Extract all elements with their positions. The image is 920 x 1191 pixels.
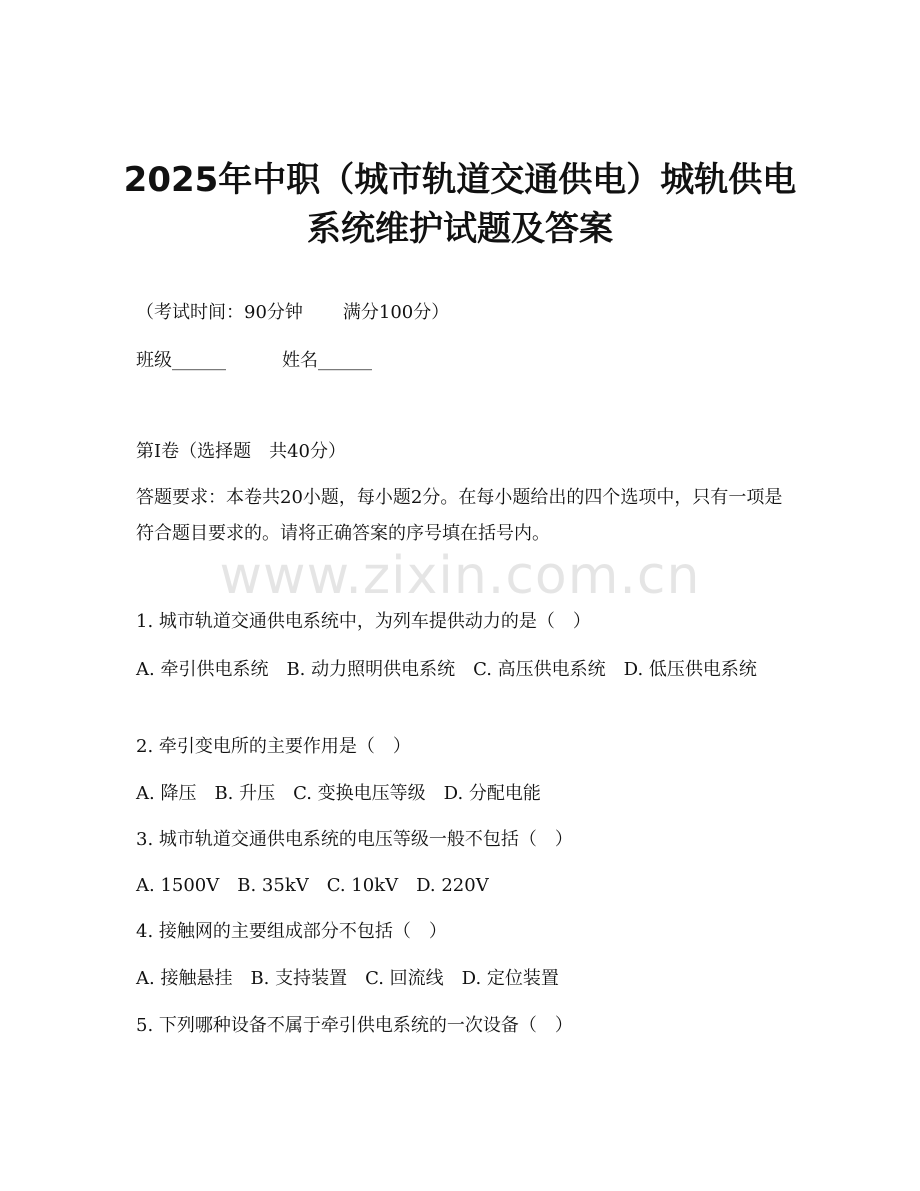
question-4-stem: 4. 接触网的主要组成部分不包括（ ） — [136, 921, 447, 942]
question-3-options: A. 1500V B. 35kV C. 10kV D. 220V — [136, 875, 489, 896]
question-5-stem: 5. 下列哪种设备不属于牵引供电系统的一次设备（ ） — [136, 1015, 573, 1036]
watermark: www.zixin.com.cn — [219, 546, 701, 606]
section-heading: 第Ⅰ卷（选择题 共40分） — [136, 441, 347, 462]
exam-info — [136, 298, 786, 328]
question-3-stem: 3. 城市轨道交通供电系统的电压等级一般不包括（ ） — [136, 829, 573, 850]
question-2-options: A. 降压 B. 升压 C. 变换电压等级 D. 分配电能 — [136, 783, 541, 804]
question-2-stem: 2. 牵引变电所的主要作用是（ ） — [136, 736, 411, 757]
document-title-line1: 2025年中职（城市轨道交通供电）城轨供电 — [123, 160, 797, 200]
question-1-options: A. 牵引供电系统 B. 动力照明供电系统 C. 高压供电系统 D. 低压供电系统 — [136, 659, 757, 680]
class-field: 班级______ — [136, 350, 226, 371]
exam-score: 满分100分） — [342, 302, 450, 323]
question-1-stem: 1. 城市轨道交通供电系统中，为列车提供动力的是（ ） — [136, 611, 591, 632]
student-fields — [136, 346, 786, 376]
section-instructions: 答题要求：本卷共20小题，每小题2分。在每小题给出的四个选项中，只有一项是符合题目要求的。请将正确答案的序号填在括号内。 — [136, 487, 783, 544]
document-title-line2: 系统维护试题及答案 — [307, 209, 613, 249]
question-4-options: A. 接触悬挂 B. 支持装置 C. 回流线 D. 定位装置 — [136, 968, 559, 989]
exam-time: （考试时间：90分钟 — [136, 302, 303, 323]
name-field: 姓名______ — [282, 350, 372, 371]
